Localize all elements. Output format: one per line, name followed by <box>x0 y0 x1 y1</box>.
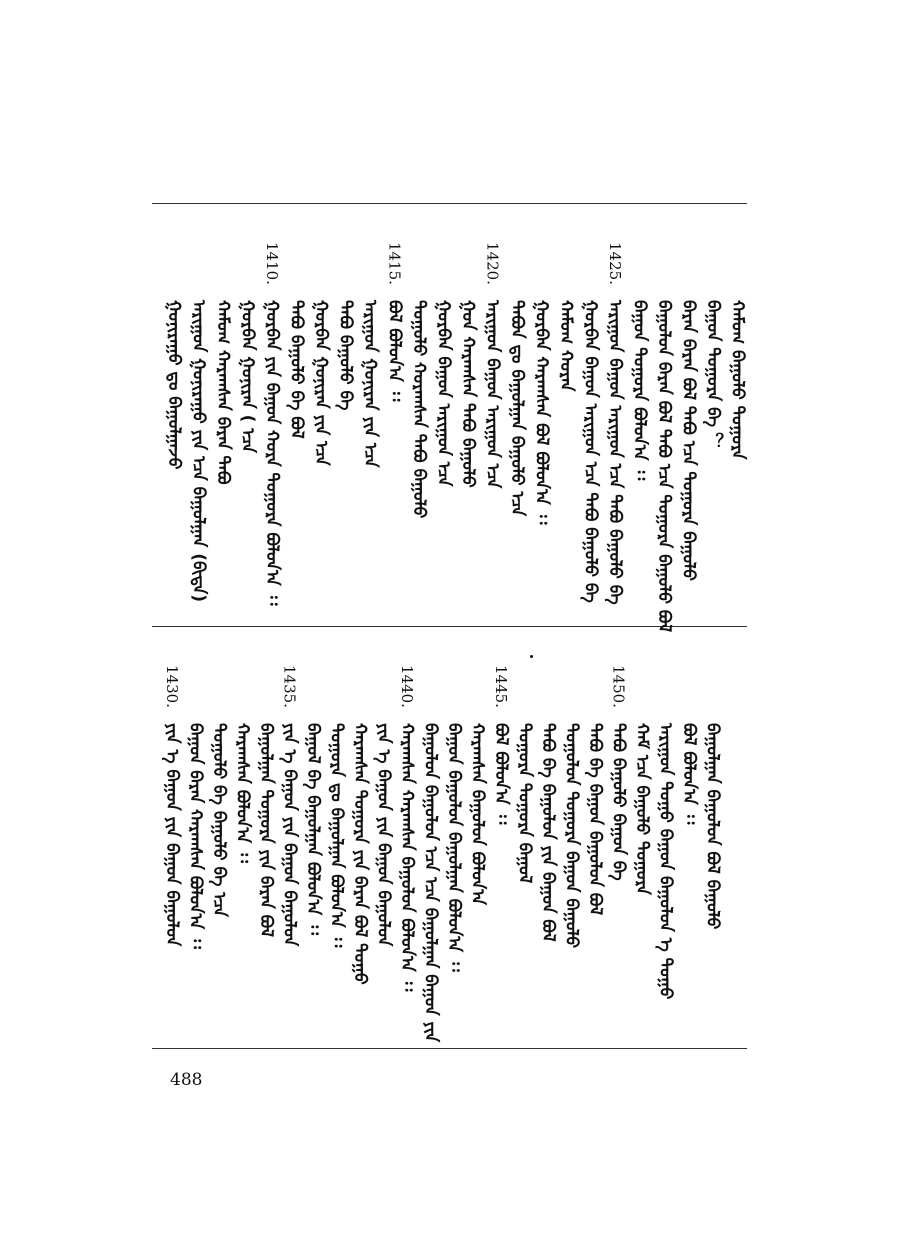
text-line: ᠲᠠᠪᠤ ᠪᠠᠭᠤᠯᠤ ᠪᠡ <box>335 300 356 411</box>
text-line: ᠭᠤᠷᠪᠠᠨ ᠪᠠᠭᠤᠨ ᠠᠷᠢᠭᠤᠨ ᠡᠴᠡ <box>433 300 454 487</box>
line-number: 1445. <box>492 665 510 708</box>
top-rule <box>152 203 747 204</box>
text-line: ᠬᠠᠷᠠᠭᠰᠠᠨ ᠲᠤᠭᠤᠷᠠ ᠶᠢᠨ ᠪᠠᠷᠠᠨ ᠪᠣᠯ ᠲᠤᠭᠤ <box>350 723 370 985</box>
line-number: 1410. <box>263 242 281 285</box>
text-line: ᠪᠠᠭᠤᠯᠤᠨ ᠪᠠᠷᠠᠨ ᠪᠣᠯ ᠲᠠᠪᠤ ᠡᠴᠡ ᠲᠤᠭᠤᠷᠠ ᠪᠠᠭᠤᠯᠤ ᠪᠣᠯ <box>654 300 674 633</box>
text-line: ᠠᠷᠢᠭᠤᠨ ᠪᠠᠭᠤᠨ ᠠᠷᠢᠭᠤᠨ ᠡᠴᠡ ᠲᠠᠪᠤ ᠪᠠᠭᠤᠯᠤ ᠪᠡ <box>605 300 625 605</box>
text-line: ᠭᠤᠨᠢᠷᠠᠭᠤ ᠳᠤ ᠪᠠᠭᠤᠯᠭᠠᠵᠤ <box>164 300 184 470</box>
text-line: ᠪᠠᠷᠠᠨ ᠪᠠᠷᠠᠨ ᠪᠣᠯ ᠲᠠᠪᠤ ᠡᠴᠡ ᠲᠤᠭᠤᠷᠠ ᠪᠠᠭᠤᠯᠤ <box>678 300 699 581</box>
text-line: ᠠᠷᠢᠭᠤᠨ ᠪᠠᠭᠤᠨ ᠠᠷᠢᠭᠤᠨ ᠡᠴᠡ <box>482 300 503 489</box>
text-line: ᠭᠤᠷᠪᠠᠨ ᠭᠤᠨᠢᠷᠠᠨ ᠶᠢᠨ ᠡᠴᠡ <box>311 300 331 466</box>
line-number: 1435. <box>280 665 299 708</box>
text-line: ᠬᠠᠷᠠᠭᠰᠠᠨ ᠬᠠᠷᠠᠭᠰᠠᠨ ᠪᠠᠭᠤᠯᠤᠨ ᠪᠣᠯᠤᠨ᠎ᠠ ᠄᠄ <box>397 723 417 992</box>
text-line: ᠠᠷᠢᠭᠤᠨ ᠭᠤᠨᠢᠷᠠᠨ ᠶᠢᠨ ᠡᠴᠡ <box>360 300 380 468</box>
text-line: ᠪᠠᠭᠤᠯ ᠪᠡ ᠪᠠᠭᠤᠯᠭᠠᠨ ᠪᠣᠯᠤᠨ᠎ᠠ ᠄᠄ <box>303 723 323 935</box>
text-line: ᠪᠣᠯ ᠪᠣᠯᠤᠨ᠎ᠠ ᠄᠄ <box>384 300 405 402</box>
text-line: ᠬᠠᠮᠤᠭ ᠬᠠᠷᠠᠭᠰᠠᠨ ᠪᠠᠷᠠᠨ ᠲᠠᠪᠤ <box>213 300 233 485</box>
text-line: ᠪᠠᠭᠤᠨ ᠪᠠᠷᠠᠨ ᠬᠠᠷᠠᠭᠰᠠᠨ ᠪᠣᠯᠤᠨ᠎ᠠ ᠄᠄ <box>185 723 206 949</box>
text-line: ᠬᠠᠮᠤᠭ ᠬᠤᠷᠠᠨ <box>556 300 576 392</box>
text-line: ᠲᠤᠭᠤᠯᠤ ᠬᠤᠷᠠᠭᠰᠠᠨ ᠲᠠᠪᠤ ᠪᠠᠭᠤᠯᠤ <box>409 300 429 519</box>
text-line: ᠭᠤᠷᠪᠠᠨ ᠪᠠᠭᠤᠨ ᠠᠷᠢᠭᠤᠨ ᠡᠴᠡ ᠲᠠᠪᠤ ᠪᠠᠭᠤᠯᠤ ᠪᠡ <box>580 300 601 603</box>
text-line: ᠶᠢᠨ ᠡ ᠪᠠᠭᠤᠨ ᠶᠢᠨ ᠪᠠᠭᠤᠨ ᠪᠠᠭᠤᠯᠤᠨ <box>373 723 394 947</box>
text-line: ᠶᠢᠨ ᠡ ᠪᠠᠭᠤᠨ ᠶᠢᠨ ᠪᠠᠭᠤᠨ ᠪᠠᠭᠤᠯᠤᠨ <box>162 723 182 947</box>
text-line: ᠭᠤᠷᠪᠠᠨ ᠭᠤᠨᠢᠷᠠᠨ ( ᠡᠴᠡ <box>237 300 258 453</box>
line-number: 1450. <box>609 665 628 708</box>
text-line: ᠪᠠᠭᠤᠨ ᠪᠠᠭᠤᠯᠤᠨ ᠪᠠᠭᠤᠯᠭᠠᠨ ᠪᠣᠯᠤᠨ᠎ᠠ ᠄᠄ <box>444 723 464 972</box>
text-line: ᠲᠤᠭᠤᠯᠤᠨ ᠲᠤᠭᠤᠷᠠ ᠪᠠᠭᠤᠨ ᠪᠠᠭᠤᠯᠤ <box>561 723 582 949</box>
line-number: 1420. <box>483 242 502 285</box>
page-number: 488 <box>170 1070 203 1090</box>
text-line: ᠭᠤᠷᠪᠠᠨ ᠶᠢᠨ ᠪᠠᠭᠤᠨ ᠬᠤᠷᠠ ᠲᠤᠭᠤᠷᠠ ᠪᠤᠯᠤᠨ᠎ᠠ ᠄᠄ <box>262 300 282 606</box>
text-line: ᠲᠠᠪᠤ ᠪᠠᠭᠤᠯᠤ ᠪᠠᠭᠤᠨ ᠪᠡ <box>608 723 629 881</box>
text-line: ᠲᠤᠭᠤᠷᠠ ᠳᠤ ᠪᠠᠭᠤᠯᠭᠠᠨ ᠪᠣᠯᠤᠨ᠎ᠠ ᠄᠄ <box>326 723 347 948</box>
line-number: 1415. <box>385 242 404 285</box>
text-line: ᠪᠠᠭᠤᠯᠤᠨ ᠪᠠᠭᠤᠯᠤᠨ ᠡᠴᠡ ᠡᠴᠡ ᠪᠠᠭᠤᠯᠭᠠᠨ ᠪᠠᠭᠤᠨ ᠶᠢᠨ <box>420 723 441 1043</box>
text-line: ᠪᠣᠯ ᠪᠣᠯᠤᠨ᠎ᠠ ᠄᠄ <box>491 723 511 825</box>
text-line: ᠭᠤᠷᠪᠠᠨ ᠬᠠᠷᠠᠭᠰᠠᠨ ᠪᠣᠯ ᠪᠣᠯᠤᠨ᠎ᠠ ᠄᠄ <box>531 300 552 525</box>
text-line: ᠠᠷᠢᠭᠤᠨ ᠲᠤᠭᠤ ᠪᠠᠭᠤᠨ ᠪᠠᠭᠤᠯᠤᠨ ᠡ ᠲᠤᠭᠤ <box>655 723 676 1000</box>
text-line: ᠲᠠᠪᠤ ᠪᠡ ᠪᠠᠭᠤᠯᠤᠨ ᠶᠢᠨ ᠪᠠᠭᠤᠨ ᠪᠣᠯ <box>538 723 558 942</box>
line-number: 1430. <box>163 665 181 708</box>
text-line: ᠠᠷᠢᠭᠤᠨ ᠭᠤᠨᠢᠷᠠᠭᠤ ᠶᠢᠨ ᠡᠴᠡ ᠪᠠᠭᠤᠯᠭᠠᠨ (ᠪᠢᠳᠡ) <box>188 300 209 603</box>
text-line: ᠲᠠᠪᠤᠨ ᠳᠤ ᠪᠠᠭᠤᠯᠭᠠᠨ ᠪᠠᠭᠤᠯᠤ ᠡᠴᠡ <box>507 300 527 517</box>
text-line: ᠬᠠᠮᠤᠭ ᠪᠠᠭᠤᠯᠤ ᠲᠤᠭᠤᠷᠠ <box>727 300 748 460</box>
stray-dot <box>530 655 533 658</box>
text-line: ᠪᠠᠭᠤᠨ ᠲᠤᠭᠤᠷᠠ ᠪᠣᠯᠤᠨ᠎ᠠ ᠄᠄ <box>629 300 650 481</box>
text-line: ᠲᠠᠪᠤ ᠪᠠᠭᠤᠯᠤ ᠪᠡ ᠪᠣᠯ <box>286 300 307 439</box>
text-line: ᠬᠠᠷᠠᠭᠰᠠᠨ ᠪᠠᠭᠤᠯᠤᠨ ᠪᠣᠯᠤᠨ᠎ᠠ <box>467 723 488 906</box>
text-line: ᠶᠢᠨ ᠡ ᠪᠠᠭᠤᠨ ᠶᠢᠨ ᠪᠠᠭᠤᠨ ᠪᠠᠭᠤᠯᠤᠨ <box>279 723 300 947</box>
text-line: ᠬᠠᠮ ᠡᠴᠡ ᠪᠠᠭᠤᠯᠤ ᠲᠤᠭᠤᠷᠠ <box>632 723 652 895</box>
text-line: ᠪᠠᠭᠤᠯᠭᠠᠨ ᠲᠤᠭᠤᠷᠠ ᠶᠢᠨ ᠪᠠᠷᠠᠨ ᠪᠣᠯ <box>256 723 276 938</box>
text-line: ᠪᠠᠭᠤᠯᠭᠠᠨ ᠪᠠᠭᠤᠯᠤᠨ ᠪᠣᠯ ᠪᠠᠭᠤᠯᠤ <box>702 723 723 930</box>
text-line: ᠲᠤᠭᠤᠯᠤ ᠪᠡ ᠪᠠᠭᠤᠯᠤ ᠪᠡ ᠡᠴᠡ <box>209 723 229 917</box>
text-line: ᠲᠠᠪᠤ ᠪᠡ ᠪᠠᠭᠤᠨ ᠪᠠᠭᠤᠯᠤᠨ ᠪᠣᠯ <box>585 723 605 916</box>
line-number: 1425. <box>606 242 624 285</box>
bottom-rule <box>152 1048 747 1049</box>
text-line: ᠬᠠᠷᠠᠭᠰᠠᠨ ᠪᠣᠯᠤᠨ᠎ᠠ ᠄᠄ <box>232 723 253 863</box>
lower-text-block <box>152 633 747 1043</box>
text-line: ᠪᠠᠭᠤᠨ ᠲᠤᠭᠤᠷᠠ ᠪᠡ ？ <box>703 300 723 450</box>
line-number: 1440. <box>398 665 416 708</box>
text-line: ᠭᠤᠨ ᠬᠠᠷᠠᠭᠰᠠᠨ ᠲᠠᠪᠤ ᠪᠠᠭᠤᠯᠤ <box>458 300 478 488</box>
text-line: ᠲᠤᠭᠤᠷᠠ ᠲᠤᠭᠤᠷᠠ ᠪᠠᠭᠤᠯ <box>514 723 535 884</box>
text-line: ᠪᠣᠯ ᠪᠣᠯᠤᠨ᠎ᠠ ᠄᠄ <box>679 723 699 825</box>
upper-text-block <box>152 210 748 633</box>
